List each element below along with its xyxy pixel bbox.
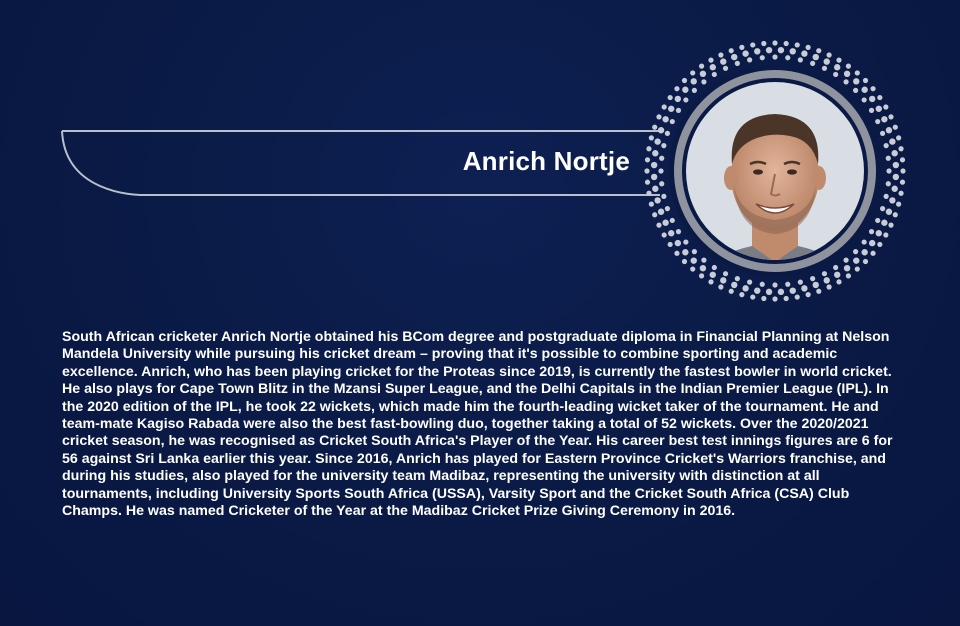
ring-dot (658, 209, 664, 215)
ring-dot (658, 127, 664, 133)
ring-dot (870, 86, 875, 91)
ring-dot (798, 280, 803, 285)
ring-dot (798, 57, 803, 62)
ring-dot (876, 106, 882, 112)
ring-dot (889, 197, 895, 203)
ring-dot (659, 156, 664, 161)
ring-dot (750, 294, 755, 299)
ring-dot (863, 259, 868, 264)
ring-dot (668, 242, 673, 247)
ring-dot (682, 259, 687, 264)
ring-dot (712, 265, 717, 270)
ring-dot (662, 116, 668, 122)
ring-dot (708, 58, 713, 63)
ring-dot (785, 282, 790, 287)
ring-dot (661, 143, 666, 148)
ring-dot (739, 45, 744, 50)
ring-dot (668, 230, 674, 236)
ring-dot (699, 64, 704, 69)
ring-dot (880, 206, 885, 211)
ring-dot (888, 114, 893, 119)
ring-dot (720, 58, 726, 64)
ring-dot (843, 79, 848, 84)
ring-dot (668, 106, 674, 112)
ring-dot (662, 220, 668, 226)
ring-dot (710, 64, 716, 70)
ring-dot (708, 279, 713, 284)
ring-dot (682, 78, 687, 83)
bio-paragraph: South African cricketer Anrich Nortje obtained his BCom degree and postgraduate diploma in Financial Planning at Nelson Mandela University while pursuing his cricket dream – proving that it's possible to combine sporting and academic excellence. Anrich, who has been playing cricket for the Proteas since 2019, is currently the fastest bowler in world cricket. He also plays for Cape Town Blitz in the Mzansi Super League, and the Delhi Capitals in the Indian Premier League (IPL). In the 2020 edition of the IPL, he took 22 wickets, which made him the fourth-leading wicket taker of the tournament. He and team-mate Kagiso Rabada were also the best fast-bowling duo, together taking a total of 52 wickets. Over the 2020/2021 cricket season, he was recognised as Cricket South Africa's Player of the Year. His career best test innings figures are 6 for 56 against Sri Lanka earlier this year. Since 2016, Anrich has played for Eastern Province Cricket's Warriors franchise, and during his studies, also played for the university team Madibaz, representing the university with distinction at all tournaments, including University Sports South Africa (USSA), Varsity Sport and the Cricket South Africa (CSA) Club Champs. He was named Cricketer of the Year at the Madibaz Cricket Prize Giving Ceremony in 2016. (62, 329, 893, 520)
ring-dot (692, 249, 697, 254)
ring-dot (833, 265, 838, 270)
ring-dot (888, 223, 893, 228)
ring-dot (824, 58, 830, 64)
ring-dot (761, 296, 766, 301)
ring-dot (893, 212, 898, 217)
ring-dot (875, 119, 880, 124)
ring-dot (700, 265, 706, 271)
ring-dot (682, 249, 688, 255)
ring-dot (701, 258, 706, 263)
ring-dot (754, 287, 760, 293)
ring-dot (665, 206, 670, 211)
ring-dot (869, 229, 874, 234)
ring-dot (844, 265, 850, 271)
ring-dot (645, 157, 650, 162)
ring-dot (778, 289, 784, 295)
ring-dot (836, 279, 841, 284)
ring-dot (853, 78, 859, 84)
ring-dot (833, 72, 838, 77)
ring-dot (674, 251, 679, 256)
ring-dot (675, 240, 681, 246)
ring-dot (670, 119, 675, 124)
ring-dot (735, 61, 740, 66)
ring-dot (869, 240, 875, 246)
ring-dot (853, 249, 858, 254)
ring-dot (900, 180, 905, 185)
ring-dot (889, 138, 895, 144)
ring-dot (896, 202, 901, 207)
ring-dot (834, 272, 840, 278)
ring-dot (893, 174, 899, 180)
ring-dot (862, 97, 867, 102)
ring-dot (723, 271, 728, 276)
ring-dot (880, 131, 885, 136)
ring-dot (886, 156, 891, 161)
ring-dot (761, 41, 766, 46)
ring-dot (729, 289, 734, 294)
ring-dot (731, 54, 737, 60)
ring-dot (898, 146, 903, 151)
ring-dot (886, 127, 892, 133)
ring-dot (682, 87, 688, 93)
ring-dot (790, 48, 796, 54)
ring-dot (801, 50, 807, 56)
ring-dot (806, 45, 811, 50)
ring-dot (855, 266, 860, 271)
ring-dot (676, 108, 681, 113)
ring-dot (813, 282, 819, 288)
profile-name: Anrich Nortje (462, 146, 630, 176)
ring-dot (683, 239, 688, 244)
ring-dot (690, 70, 695, 75)
ring-dot (668, 95, 673, 100)
ring-dot (861, 249, 867, 255)
ring-dot (790, 287, 796, 293)
ring-dot (806, 292, 811, 297)
ring-dot (754, 48, 760, 54)
ring-dot (861, 87, 867, 93)
ring-dot (670, 218, 675, 223)
ring-dot (795, 42, 800, 47)
ring-dot (652, 186, 658, 192)
ring-dot (654, 138, 660, 144)
ring-dot (881, 220, 887, 226)
ring-dot (766, 47, 772, 53)
ring-dot (846, 64, 851, 69)
ring-dot (853, 88, 858, 93)
ring-dot (869, 96, 875, 102)
ring-dot (822, 66, 827, 71)
ring-dot (701, 79, 706, 84)
ring-dot (836, 58, 841, 63)
ring-dot (665, 131, 670, 136)
ring-dot (712, 72, 717, 77)
ring-dot (844, 71, 850, 77)
ring-dot (654, 197, 660, 203)
ring-dot (662, 104, 667, 109)
ring-dot (691, 78, 697, 84)
ring-dot (870, 251, 875, 256)
ring-dot (662, 232, 667, 237)
portrait-frame (640, 36, 910, 306)
ring-dot (729, 48, 734, 53)
ring-dot (649, 135, 654, 140)
ring-dot (891, 186, 897, 192)
ring-dot (877, 242, 882, 247)
ring-dot (883, 232, 888, 237)
ring-dot (651, 162, 657, 168)
ring-dot (760, 282, 765, 287)
ring-dot (834, 64, 840, 70)
ring-dot (646, 191, 651, 196)
ring-dot (652, 150, 658, 156)
ring-dot (690, 266, 695, 271)
ring-dot (810, 61, 815, 66)
ring-dot (700, 71, 706, 77)
ring-dot (886, 209, 892, 215)
ring-dot (778, 47, 784, 53)
ring-dot (863, 78, 868, 83)
ring-dot (646, 146, 651, 151)
ring-dot (742, 50, 748, 56)
ring-dot (898, 191, 903, 196)
ring-dot (747, 280, 752, 285)
ring-dot (785, 55, 790, 60)
ring-dot (883, 104, 888, 109)
ring-dot (884, 194, 889, 199)
ring-dot (652, 125, 657, 130)
ring-dot (843, 258, 848, 263)
ring-dot (893, 162, 899, 168)
ring-dot (795, 294, 800, 299)
ring-dot (853, 257, 859, 263)
ring-dot (893, 125, 898, 130)
ring-dot (772, 40, 777, 45)
ring-dot (661, 194, 666, 199)
ring-dot (645, 180, 650, 185)
ring-dot (896, 135, 901, 140)
ring-dot (891, 150, 897, 156)
ring-dot (846, 273, 851, 278)
ring-dot (810, 276, 815, 281)
ring-dot (886, 181, 891, 186)
ring-dot (813, 54, 819, 60)
ring-dot (816, 48, 821, 53)
ring-dot (675, 96, 681, 102)
ring-dot (760, 55, 765, 60)
ring-dot (649, 202, 654, 207)
ring-dot (656, 114, 661, 119)
ring-dot (652, 212, 657, 217)
ring-dot (827, 284, 832, 289)
ring-dot (772, 282, 777, 287)
ring-dot (644, 168, 649, 173)
ring-dot (658, 168, 663, 173)
ring-dot (827, 52, 832, 57)
ring-dot (766, 289, 772, 295)
ring-dot (869, 108, 874, 113)
ring-dot (747, 57, 752, 62)
ring-dot (676, 229, 681, 234)
ring-dot (876, 230, 882, 236)
ring-dot (720, 277, 726, 283)
ring-dot (900, 157, 905, 162)
ring-dot (900, 168, 905, 173)
ring-dot (731, 282, 737, 288)
ring-dot (772, 296, 777, 301)
ring-dot (710, 272, 716, 278)
ring-dot (784, 41, 789, 46)
ring-dot (875, 218, 880, 223)
ring-dot (886, 168, 891, 173)
ring-dot (674, 86, 679, 91)
ring-dot (692, 88, 697, 93)
ring-dot (699, 273, 704, 278)
ring-dot (784, 296, 789, 301)
ring-dot (750, 42, 755, 47)
ring-dot (659, 181, 664, 186)
ring-dot (651, 174, 657, 180)
ring-dot (718, 284, 723, 289)
ring-dot (881, 116, 887, 122)
ring-dot (735, 276, 740, 281)
ring-dot (862, 239, 867, 244)
ring-dot (824, 277, 830, 283)
ring-dot (816, 289, 821, 294)
ring-dot (772, 54, 777, 59)
ring-dot (683, 97, 688, 102)
ring-dot (656, 223, 661, 228)
ring-dot (723, 66, 728, 71)
ring-dot (739, 292, 744, 297)
ring-dot (691, 257, 697, 263)
ring-dot (801, 285, 807, 291)
ring-dot (877, 95, 882, 100)
ring-dot (742, 285, 748, 291)
ring-dot (884, 143, 889, 148)
ring-dot (855, 70, 860, 75)
ring-dot (718, 52, 723, 57)
ring-dot (822, 271, 827, 276)
